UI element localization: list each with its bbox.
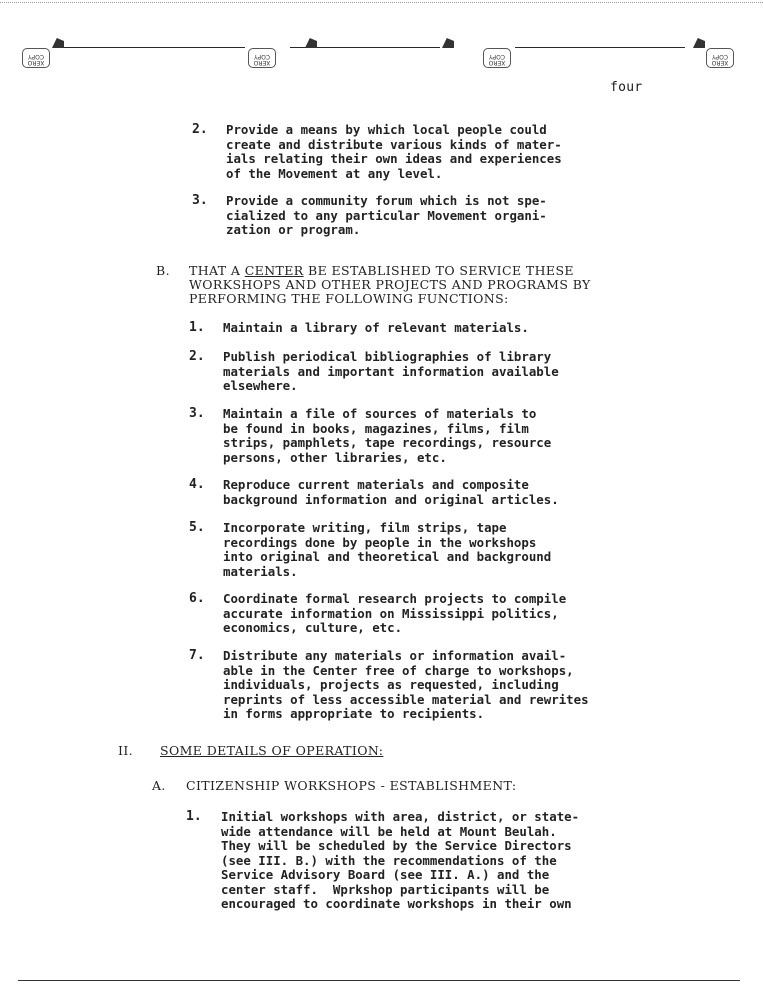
bottom-rule: [18, 980, 740, 981]
item-text: Provide a community forum which is not spe- cialized to any particular Movement organi- zation or program.: [226, 193, 547, 237]
xero-copy-stamp: XERO COPY: [22, 48, 50, 68]
top-dotted-edge: [0, 2, 763, 3]
xero-copy-stamp: XERO COPY: [483, 48, 511, 68]
item-number: 1.: [189, 320, 205, 335]
xero-copy-stamp: XERO COPY: [248, 48, 276, 68]
tab-marker: [305, 38, 317, 48]
section-heading: CITIZENSHIP WORKSHOPS - ESTABLISHMENT:: [186, 778, 517, 793]
item-number: 2.: [192, 122, 208, 137]
header-rule: [55, 47, 245, 48]
section-letter: B.: [156, 263, 170, 278]
page-number: four: [610, 80, 643, 95]
section-letter: A.: [152, 778, 166, 793]
item-number: 2.: [189, 349, 205, 364]
section-heading: THAT A CENTER BE ESTABLISHED TO SERVICE THESE WORKSHOPS AND OTHER PROJECTS AND PROGRAMS BY PERFORMING THE FOLLOWING FUNCTIONS:: [189, 263, 591, 306]
item-text: Initial workshops with area, district, or state- wide attendance will be held at Mount Beulah. They will be scheduled by the Service Directors (see III. B.) with the recommendations of the Service Advisory Board (see III. A.) and the center staff. Wprkshop participants will be encouraged to coordinate workshops in their own: [221, 809, 580, 911]
item-number: 5.: [189, 520, 205, 535]
item-number: 1.: [186, 809, 202, 824]
item-text: Maintain a library of relevant materials.: [223, 320, 529, 335]
item-number: 4.: [189, 477, 205, 492]
tab-marker: [52, 38, 64, 48]
section-heading: SOME DETAILS OF OPERATION:: [160, 743, 384, 758]
item-text: Reproduce current materials and composite background information and original articles.: [223, 477, 559, 507]
item-number: 3.: [189, 406, 205, 421]
item-text: Maintain a file of sources of materials to be found in books, magazines, films, film strips, pamphlets, tape recordings, resource persons, other libraries, etc.: [223, 406, 552, 465]
item-text: Distribute any materials or information avail- able in the Center free of charge to workshops, individuals, projects as requested, including reprints of less accessible material and rewrites in forms appropriate to recipients.: [223, 648, 589, 721]
item-number: 3.: [192, 193, 208, 208]
item-text: Provide a means by which local people could create and distribute various kinds of mater- ials relating their own ideas and experiences of the Movement at any level.: [226, 122, 562, 181]
item-text: Publish periodical bibliographies of library materials and important information available elsewhere.: [223, 349, 559, 393]
item-text: Coordinate formal research projects to compile accurate information on Mississippi politics, economics, culture, etc.: [223, 591, 567, 635]
tab-marker: [693, 38, 705, 48]
item-number: 6.: [189, 591, 205, 606]
header-rule: [515, 47, 685, 48]
item-number: 7.: [189, 648, 205, 663]
xero-copy-stamp: XERO COPY: [706, 48, 734, 68]
item-text: Incorporate writing, film strips, tape recordings done by people in the workshops into original and theoretical and background materials.: [223, 520, 552, 579]
section-numeral: II.: [118, 743, 134, 758]
tab-marker: [442, 38, 454, 48]
